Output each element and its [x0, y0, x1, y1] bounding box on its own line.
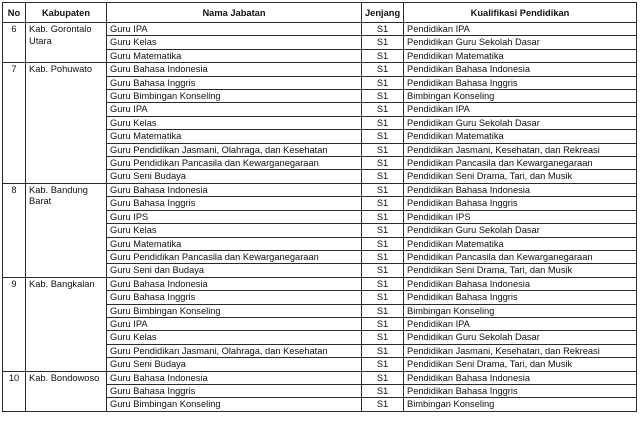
- cell-kualifikasi: Pendidikan Seni Drama, Tari, dan Musik: [404, 264, 637, 277]
- cell-nama-jabatan: Guru Bahasa Indonesia: [107, 63, 362, 76]
- cell-jenjang: S1: [362, 90, 404, 103]
- cell-kualifikasi: Pendidikan Bahasa Indonesia: [404, 63, 637, 76]
- cell-kualifikasi: Bimbingan Konseling: [404, 304, 637, 317]
- cell-nama-jabatan: Guru IPS: [107, 210, 362, 223]
- cell-kualifikasi: Pendidikan Matematika: [404, 130, 637, 143]
- cell-kualifikasi: Bimbingan Konseling: [404, 398, 637, 411]
- cell-jenjang: S1: [362, 277, 404, 290]
- cell-kualifikasi: Bimbingan Konseling: [404, 90, 637, 103]
- cell-jenjang: S1: [362, 36, 404, 49]
- cell-kualifikasi: Pendidikan Bahasa Inggris: [404, 76, 637, 89]
- table-row: [3, 277, 637, 290]
- table-body: [3, 23, 637, 412]
- cell-kualifikasi: Pendidikan Bahasa Inggris: [404, 197, 637, 210]
- table-row: [3, 23, 637, 36]
- cell-nama-jabatan: Guru Kelas: [107, 224, 362, 237]
- cell-nama-jabatan: Guru Bahasa Indonesia: [107, 371, 362, 384]
- cell-jenjang: S1: [362, 237, 404, 250]
- cell-kualifikasi: Pendidikan Seni Drama, Tari, dan Musik: [404, 358, 637, 371]
- cell-kualifikasi: Pendidikan Pancasila dan Kewarganegaraan: [404, 250, 637, 263]
- header-nama-jabatan: Nama Jabatan: [107, 3, 362, 23]
- cell-no: 9: [3, 277, 26, 371]
- cell-kualifikasi: Pendidikan Jasmani, Kesehatan, dan Rekreasi: [404, 143, 637, 156]
- cell-kualifikasi: Pendidikan IPA: [404, 317, 637, 330]
- document-page: [2, 2, 636, 412]
- cell-jenjang: S1: [362, 344, 404, 357]
- cell-kualifikasi: Pendidikan Bahasa Indonesia: [404, 371, 637, 384]
- cell-jenjang: S1: [362, 103, 404, 116]
- cell-nama-jabatan: Guru Kelas: [107, 116, 362, 129]
- cell-nama-jabatan: Guru Bahasa Inggris: [107, 76, 362, 89]
- table-row: [3, 371, 637, 384]
- cell-nama-jabatan: Guru Bahasa Indonesia: [107, 277, 362, 290]
- cell-no: 6: [3, 23, 26, 63]
- cell-kualifikasi: Pendidikan IPA: [404, 103, 637, 116]
- cell-nama-jabatan: Guru Matematika: [107, 237, 362, 250]
- cell-kabupaten: Kab. Bangkalan: [26, 277, 107, 371]
- cell-kualifikasi: Pendidikan Jasmani, Kesehatan, dan Rekreasi: [404, 344, 637, 357]
- cell-kualifikasi: Pendidikan Pancasila dan Kewarganegaraan: [404, 157, 637, 170]
- cell-nama-jabatan: Guru Bahasa Indonesia: [107, 183, 362, 196]
- cell-kualifikasi: Pendidikan Seni Drama, Tari, dan Musik: [404, 170, 637, 183]
- cell-jenjang: S1: [362, 371, 404, 384]
- cell-kualifikasi: Pendidikan Guru Sekolah Dasar: [404, 116, 637, 129]
- cell-jenjang: S1: [362, 317, 404, 330]
- header-row: [3, 3, 637, 23]
- cell-jenjang: S1: [362, 264, 404, 277]
- cell-jenjang: S1: [362, 197, 404, 210]
- cell-kualifikasi: Pendidikan Bahasa Indonesia: [404, 277, 637, 290]
- cell-kualifikasi: Pendidikan Bahasa Inggris: [404, 291, 637, 304]
- cell-jenjang: S1: [362, 250, 404, 263]
- cell-jenjang: S1: [362, 63, 404, 76]
- cell-nama-jabatan: Guru Seni Budaya: [107, 358, 362, 371]
- cell-kabupaten: Kab. Bondowoso: [26, 371, 107, 411]
- header-no: No: [3, 3, 26, 23]
- cell-kabupaten: Kab. Bandung Barat: [26, 183, 107, 277]
- cell-jenjang: S1: [362, 76, 404, 89]
- cell-jenjang: S1: [362, 304, 404, 317]
- header-jenjang: Jenjang: [362, 3, 404, 23]
- header-kualifikasi-pendidikan: Kualifikasi Pendidikan: [404, 3, 637, 23]
- cell-kabupaten: Kab. Pohuwato: [26, 63, 107, 184]
- cell-kualifikasi: Pendidikan Bahasa Inggris: [404, 384, 637, 397]
- table-row: [3, 183, 637, 196]
- cell-no: 10: [3, 371, 26, 411]
- cell-nama-jabatan: Guru IPA: [107, 317, 362, 330]
- cell-nama-jabatan: Guru Bahasa Inggris: [107, 291, 362, 304]
- cell-nama-jabatan: Guru Bimbingan Konseling: [107, 398, 362, 411]
- cell-kualifikasi: Pendidikan Bahasa Indonesia: [404, 183, 637, 196]
- cell-nama-jabatan: Guru Pendidikan Pancasila dan Kewarganegaraan: [107, 157, 362, 170]
- cell-jenjang: S1: [362, 157, 404, 170]
- cell-nama-jabatan: Guru Kelas: [107, 36, 362, 49]
- cell-no: 7: [3, 63, 26, 184]
- cell-nama-jabatan: Guru Kelas: [107, 331, 362, 344]
- table-row: [3, 63, 637, 76]
- cell-jenjang: S1: [362, 23, 404, 36]
- cell-jenjang: S1: [362, 143, 404, 156]
- cell-nama-jabatan: Guru Seni Budaya: [107, 170, 362, 183]
- header-kabupaten: Kabupaten: [26, 3, 107, 23]
- cell-kualifikasi: Pendidikan Matematika: [404, 49, 637, 62]
- cell-jenjang: S1: [362, 291, 404, 304]
- cell-nama-jabatan: Guru Bahasa Inggris: [107, 384, 362, 397]
- cell-nama-jabatan: Guru IPA: [107, 23, 362, 36]
- cell-jenjang: S1: [362, 170, 404, 183]
- cell-kualifikasi: Pendidikan IPA: [404, 23, 637, 36]
- cell-nama-jabatan: Guru Matematika: [107, 130, 362, 143]
- cell-jenjang: S1: [362, 331, 404, 344]
- cell-kualifikasi: Pendidikan IPS: [404, 210, 637, 223]
- formasi-table: [2, 2, 637, 412]
- cell-jenjang: S1: [362, 49, 404, 62]
- cell-jenjang: S1: [362, 116, 404, 129]
- cell-nama-jabatan: Guru Pendidikan Pancasila dan Kewarganegaraan: [107, 250, 362, 263]
- cell-jenjang: S1: [362, 384, 404, 397]
- cell-nama-jabatan: Guru Bimbingan Konseling: [107, 90, 362, 103]
- cell-nama-jabatan: Guru IPA: [107, 103, 362, 116]
- cell-no: 8: [3, 183, 26, 277]
- cell-jenjang: S1: [362, 130, 404, 143]
- cell-nama-jabatan: Guru Bahasa Inggris: [107, 197, 362, 210]
- cell-jenjang: S1: [362, 398, 404, 411]
- cell-nama-jabatan: Guru Matematika: [107, 49, 362, 62]
- cell-kualifikasi: Pendidikan Guru Sekolah Dasar: [404, 331, 637, 344]
- cell-kualifikasi: Pendidikan Guru Sekolah Dasar: [404, 224, 637, 237]
- cell-kabupaten: Kab. Gorontalo Utara: [26, 23, 107, 63]
- cell-nama-jabatan: Guru Pendidikan Jasmani, Olahraga, dan Kesehatan: [107, 344, 362, 357]
- cell-jenjang: S1: [362, 210, 404, 223]
- cell-nama-jabatan: Guru Bimbingan Konseling: [107, 304, 362, 317]
- cell-jenjang: S1: [362, 224, 404, 237]
- table-header: [3, 3, 637, 23]
- cell-kualifikasi: Pendidikan Matematika: [404, 237, 637, 250]
- cell-nama-jabatan: Guru Pendidikan Jasmani, Olahraga, dan Kesehatan: [107, 143, 362, 156]
- cell-nama-jabatan: Guru Seni dan Budaya: [107, 264, 362, 277]
- cell-kualifikasi: Pendidikan Guru Sekolah Dasar: [404, 36, 637, 49]
- cell-jenjang: S1: [362, 183, 404, 196]
- cell-jenjang: S1: [362, 358, 404, 371]
